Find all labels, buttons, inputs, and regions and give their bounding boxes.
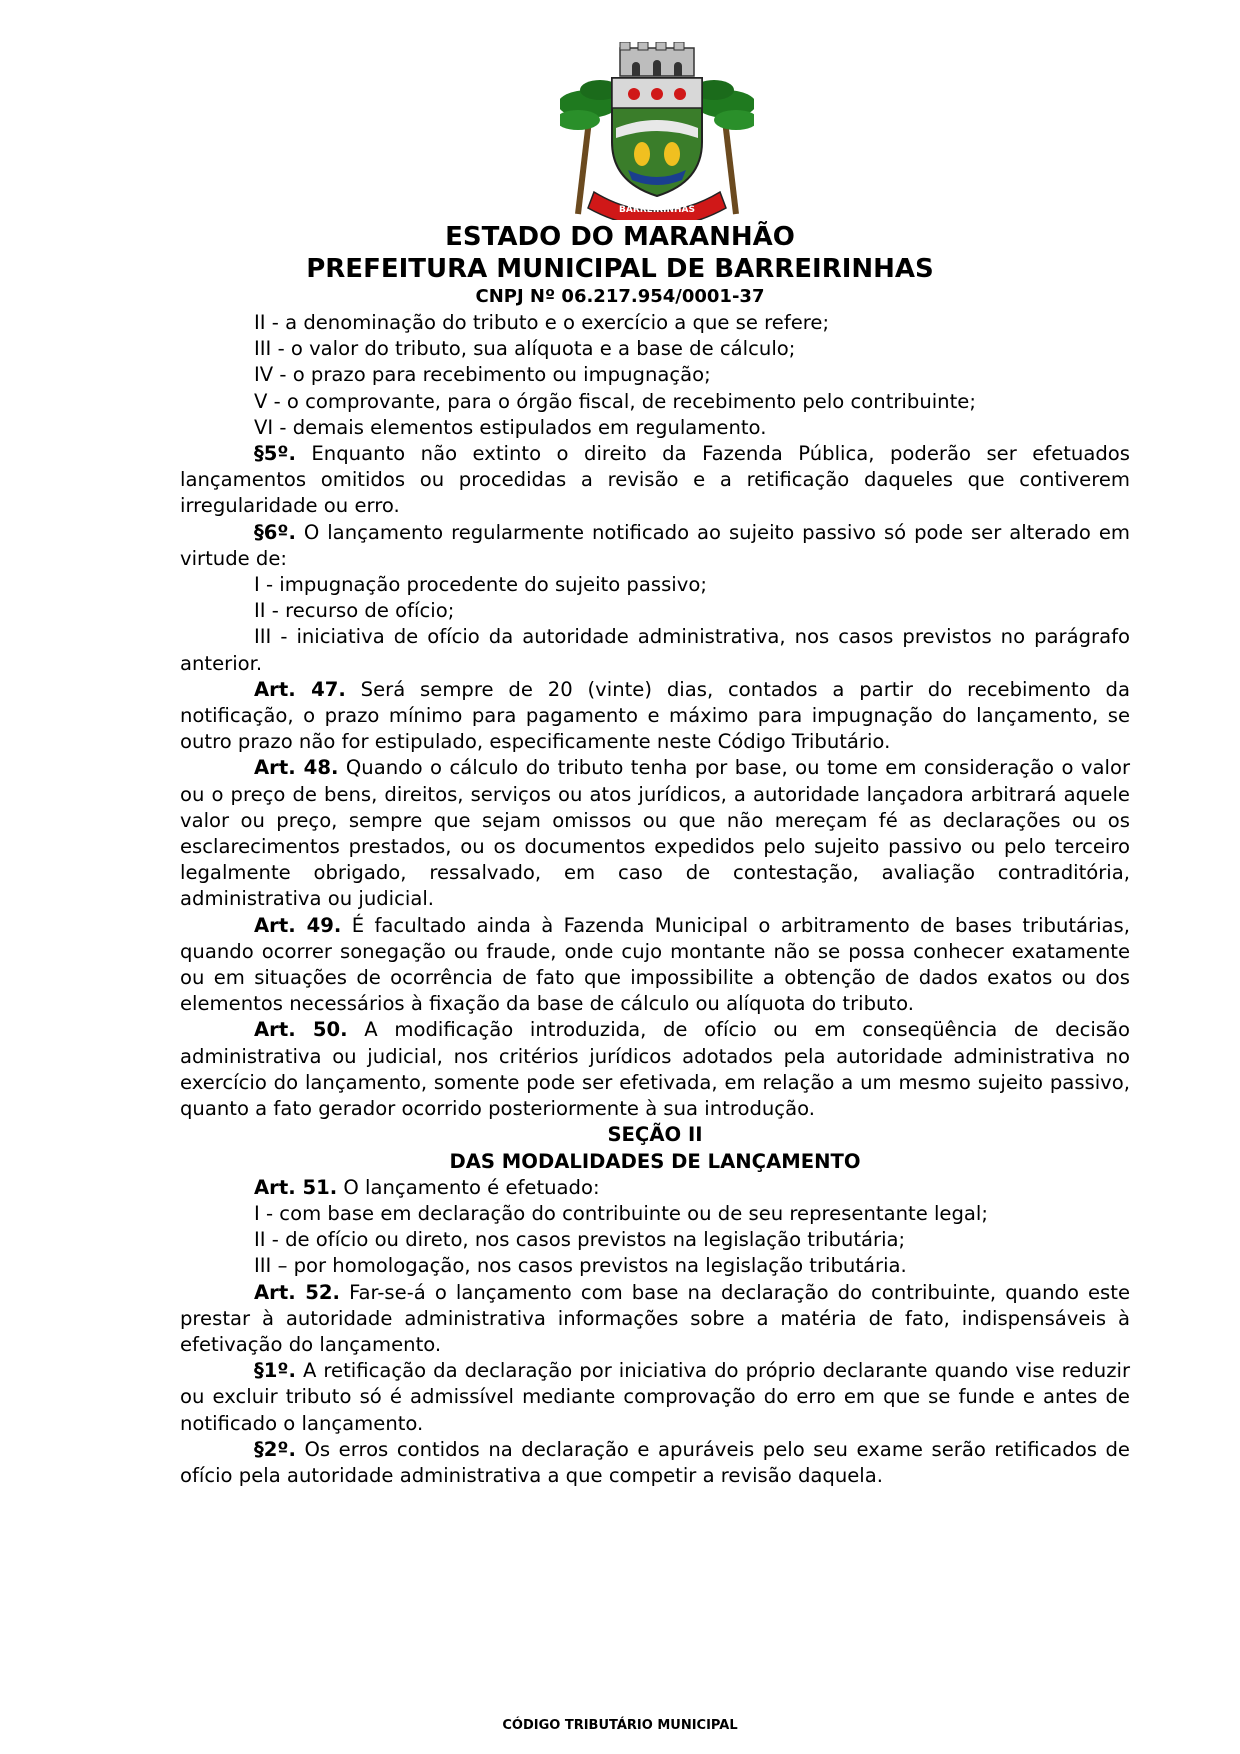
- article-label: Art. 49.: [254, 913, 342, 937]
- list-item: [180, 310, 1130, 336]
- list-item: [180, 624, 1130, 676]
- article-label: §2º.: [254, 1437, 296, 1461]
- header-cnpj: CNPJ Nº 06.217.954/0001-37: [475, 286, 765, 307]
- paragraph-text: III – por homologação, nos casos previstos na legislação tributária.: [254, 1254, 907, 1278]
- page-footer: CÓDIGO TRIBUTÁRIO MUNICIPAL: [502, 1718, 738, 1733]
- article-paragraph: [180, 1437, 1130, 1489]
- article-paragraph: [180, 441, 1130, 520]
- list-item: [180, 1253, 1130, 1279]
- paragraph-text: II - recurso de ofício;: [254, 599, 455, 623]
- list-item: [180, 598, 1130, 624]
- paragraph-text: I - com base em declaração do contribuinte ou de seu representante legal;: [254, 1201, 988, 1225]
- article-paragraph: [180, 1358, 1130, 1437]
- paragraph-text: Quando o cálculo do tributo tenha por base, ou tome em consideração o valor ou o preço de bens, direitos, serviços ou atos jurídicos, a autoridade lançadora arbitrará aquele valor ou preço, sempre que sejam omissos ou que não mereçam fé as declarações ou os esclarecimentos prestados, ou os documentos expedidos pelo sujeito passivo ou pelo terceiro legalmente obrigado, ressalvado, em caso de contestação, avaliação contraditória, administrativa ou judicial.: [180, 756, 1130, 911]
- article-paragraph: [180, 520, 1130, 572]
- municipal-crest: [560, 42, 754, 220]
- article-label: Art. 52.: [254, 1280, 341, 1304]
- article-paragraph: [180, 755, 1130, 912]
- article-paragraph: [180, 1280, 1130, 1359]
- article-label: Art. 51.: [254, 1175, 338, 1199]
- paragraph-text: I - impugnação procedente do sujeito passivo;: [254, 573, 707, 597]
- article-label: §6º.: [254, 520, 296, 544]
- article-paragraph: [180, 1175, 1130, 1201]
- article-label: §5º.: [254, 442, 296, 466]
- paragraph-text: III - o valor do tributo, sua alíquota e a base de cálculo;: [254, 337, 796, 361]
- list-item: [180, 572, 1130, 598]
- list-item: [180, 336, 1130, 362]
- paragraph-text: V - o comprovante, para o órgão fiscal, de recebimento pelo contribuinte;: [254, 389, 976, 413]
- document-body: [180, 310, 1130, 1489]
- article-label: Art. 50.: [254, 1018, 348, 1042]
- paragraph-text: II - a denominação do tributo e o exercício a que se refere;: [254, 311, 830, 334]
- article-label: §1º.: [254, 1359, 296, 1383]
- paragraph-text: O lançamento regularmente notificado ao sujeito passivo só pode ser alterado em virtude de:: [180, 520, 1130, 570]
- list-item: [180, 362, 1130, 388]
- paragraph-text: Far-se-á o lançamento com base na declaração do contribuinte, quando este prestar à autoridade administrativa informações sobre a matéria de fato, indispensáveis à efetivação do lançamento.: [180, 1280, 1130, 1356]
- header-municipality: PREFEITURA MUNICIPAL DE BARREIRINHAS: [306, 254, 934, 284]
- list-item: [180, 1227, 1130, 1253]
- article-paragraph: [180, 677, 1130, 756]
- paragraph-text: É facultado ainda à Fazenda Municipal o arbitramento de bases tributárias, quando ocorrer sonegação ou fraude, onde cujo montante não se possa conhecer exatamente ou em situações de ocorrência de fato que impossibilite a obtenção de dados exatos ou dos elementos necessários à fixação da base de cálculo ou alíquota do tributo.: [180, 913, 1130, 1016]
- paragraph-text: O lançamento é efetuado:: [337, 1175, 600, 1199]
- paragraph-text: A modificação introduzida, de ofício ou em conseqüência de decisão administrativa ou judicial, nos critérios jurídicos adotados pela autoridade administrativa no exercício do lançamento, somente pode ser efetivada, em relação a um mesmo sujeito passivo, quanto a fato gerador ocorrido posteriormente à sua introdução.: [180, 1018, 1131, 1121]
- list-item: [180, 1201, 1130, 1227]
- article-label: Art. 47.: [254, 677, 346, 701]
- paragraph-text: III - iniciativa de ofício da autoridade administrativa, nos casos previstos no parágrafo anterior.: [180, 625, 1130, 675]
- paragraph-text: Os erros contidos na declaração e apuráveis pelo seu exame serão retificados de ofício pela autoridade administrativa a que competir a revisão daquela.: [180, 1437, 1130, 1487]
- list-item: [180, 415, 1130, 441]
- article-label: Art. 48.: [254, 756, 339, 780]
- paragraph-text: IV - o prazo para recebimento ou impugnação;: [254, 363, 711, 387]
- paragraph-text: Será sempre de 20 (vinte) dias, contados a partir do recebimento da notificação, o prazo mínimo para pagamento e máximo para impugnação do lançamento, se outro prazo não for estipulado, especificamente neste Código Tributário.: [180, 677, 1130, 754]
- article-paragraph: [180, 1017, 1130, 1122]
- paragraph-text: Enquanto não extinto o direito da Fazenda Pública, poderão ser efetuados lançamentos omitidos ou procedidas a revisão e a retificação daqueles que contiverem irregularidade ou erro.: [180, 442, 1130, 518]
- article-paragraph: [180, 913, 1130, 1018]
- header-state: ESTADO DO MARANHÃO: [445, 222, 795, 252]
- paragraph-text: II - de ofício ou direto, nos casos previstos na legislação tributária;: [254, 1228, 906, 1252]
- section-heading: DAS MODALIDADES DE LANÇAMENTO: [449, 1149, 861, 1173]
- list-item: [180, 389, 1130, 415]
- paragraph-text: VI - demais elementos estipulados em regulamento.: [254, 415, 767, 439]
- paragraph-text: A retificação da declaração por iniciativa do próprio declarante quando vise reduzir ou excluir tributo só é admissível mediante comprovação do erro em que se funde e antes de notificado o lançamento.: [180, 1359, 1130, 1435]
- crest-ribbon-text: BARREIRINHAS: [619, 205, 695, 215]
- section-heading: SEÇÃO II: [607, 1123, 703, 1147]
